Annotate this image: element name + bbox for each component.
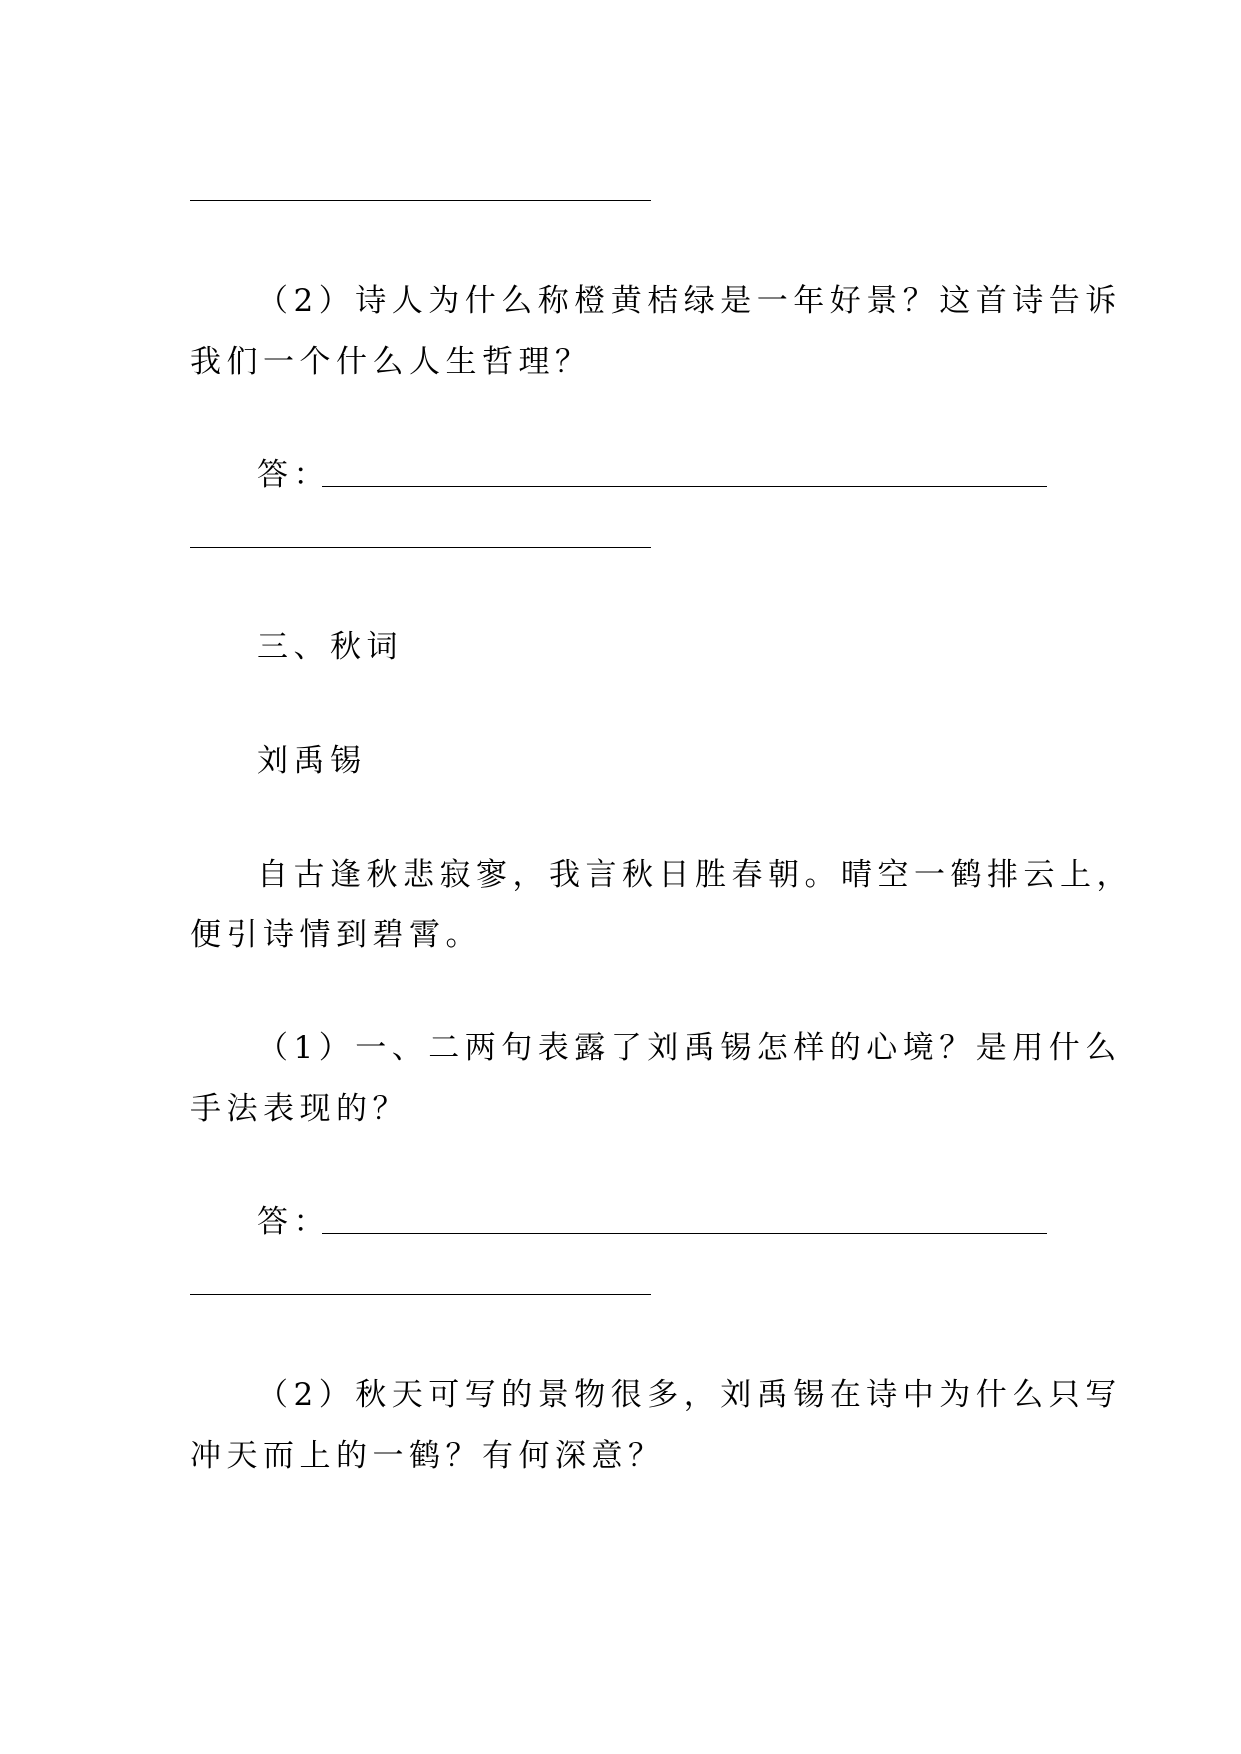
question-1-line-2: 手法表现的？ [190, 1091, 409, 1127]
answer-blank-line[interactable] [190, 1294, 651, 1295]
answer-blank-line[interactable] [190, 200, 651, 201]
section-heading: 三、秋词 [257, 629, 403, 665]
poem-text-line-1: 自古逢秋悲寂寥，我言秋日胜春朝。晴空一鹤排云上， [257, 857, 1133, 893]
answer-label: 答： [257, 457, 330, 493]
question-2-line-1: （2）诗人为什么称橙黄桔绿是一年好景？这首诗告诉 [257, 283, 1122, 319]
answer-label: 答： [257, 1204, 330, 1240]
poem-text-line-2: 便引诗情到碧霄。 [190, 917, 482, 953]
answer-blank-line[interactable] [322, 1233, 1047, 1234]
question-2b-line-2: 冲天而上的一鹤？有何深意？ [190, 1438, 665, 1474]
question-2b-line-1: （2）秋天可写的景物很多，刘禹锡在诗中为什么只写 [257, 1377, 1122, 1413]
answer-blank-line[interactable] [190, 547, 651, 548]
question-2-line-2: 我们一个什么人生哲理？ [190, 344, 592, 380]
question-1-line-1: （1）一、二两句表露了刘禹锡怎样的心境？是用什么 [257, 1030, 1122, 1066]
poem-author: 刘禹锡 [257, 743, 367, 779]
answer-blank-line[interactable] [322, 486, 1047, 487]
